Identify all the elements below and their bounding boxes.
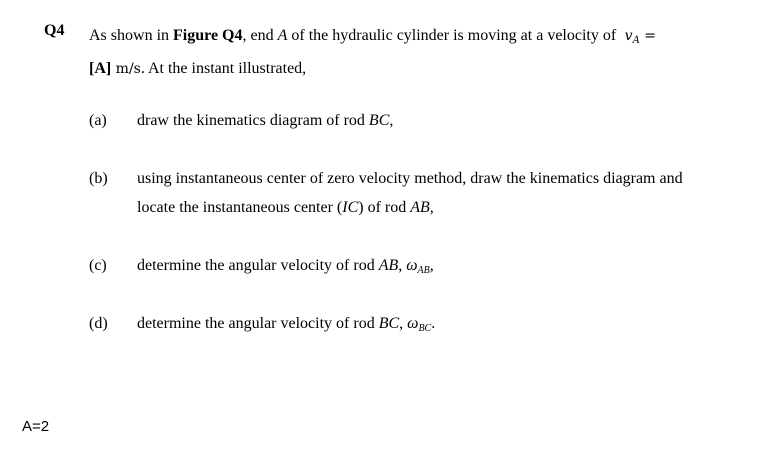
part-letter: (b) [89, 170, 108, 187]
part-text-segment: . [431, 315, 436, 332]
rod-label: BC [368, 112, 390, 129]
part-text-segment: determine the angular velocity of rod [137, 257, 379, 274]
rod-label: AB [378, 257, 399, 274]
part-text-segment: , [389, 112, 394, 129]
velocity-subscript: A [632, 35, 640, 46]
omega-symbol: ω [406, 257, 418, 274]
velocity-symbol: v [624, 28, 633, 44]
parameter-placeholder: [A] [89, 60, 112, 77]
velocity-unit: m/s [111, 61, 141, 77]
intro-text: , end [242, 27, 278, 44]
part-text-segment: ) of rod [358, 199, 411, 216]
intro-text: As shown in [89, 27, 174, 44]
part-text [137, 106, 727, 135]
velocity-expression [620, 28, 656, 44]
part-text-segment: draw the kinematics diagram of rod [137, 112, 369, 129]
equals-sign: = [639, 28, 656, 44]
part-line-2 [137, 193, 727, 222]
part-letter: (d) [89, 315, 108, 332]
question-number: Q4 [44, 22, 65, 39]
parameter-value-note: A=2 [22, 418, 50, 435]
part-text-segment: locate the instantaneous center ( [137, 199, 343, 216]
omega-subscript: AB [417, 265, 430, 276]
part-text-segment: , [398, 257, 407, 274]
intro-line-2 [89, 55, 729, 83]
part-text-segment: , [429, 257, 434, 274]
part-text-segment: , [399, 315, 408, 332]
figure-reference: Figure Q4 [173, 27, 243, 44]
ic-label: IC [342, 199, 359, 216]
part-line-1: using instantaneous center of zero velocity method, draw the kinematics diagram and [137, 170, 683, 187]
rod-label: AB [410, 199, 430, 216]
omega-subscript: BC [418, 323, 432, 334]
omega-symbol: ω [407, 315, 419, 332]
intro-line-1 [89, 22, 729, 55]
part-text [137, 251, 727, 285]
part-text [137, 309, 727, 343]
intro-text: . At the instant illustrated, [140, 60, 307, 77]
point-a-label: A [277, 27, 288, 44]
part-letter: (a) [89, 112, 107, 129]
part-text-segment: determine the angular velocity of rod [137, 315, 379, 332]
rod-label: BC [378, 315, 400, 332]
part-text-segment: , [429, 199, 434, 216]
question-intro [89, 22, 729, 83]
part-text [137, 164, 727, 222]
part-letter: (c) [89, 257, 107, 274]
intro-text: of the hydraulic cylinder is moving at a velocity of [287, 27, 621, 44]
